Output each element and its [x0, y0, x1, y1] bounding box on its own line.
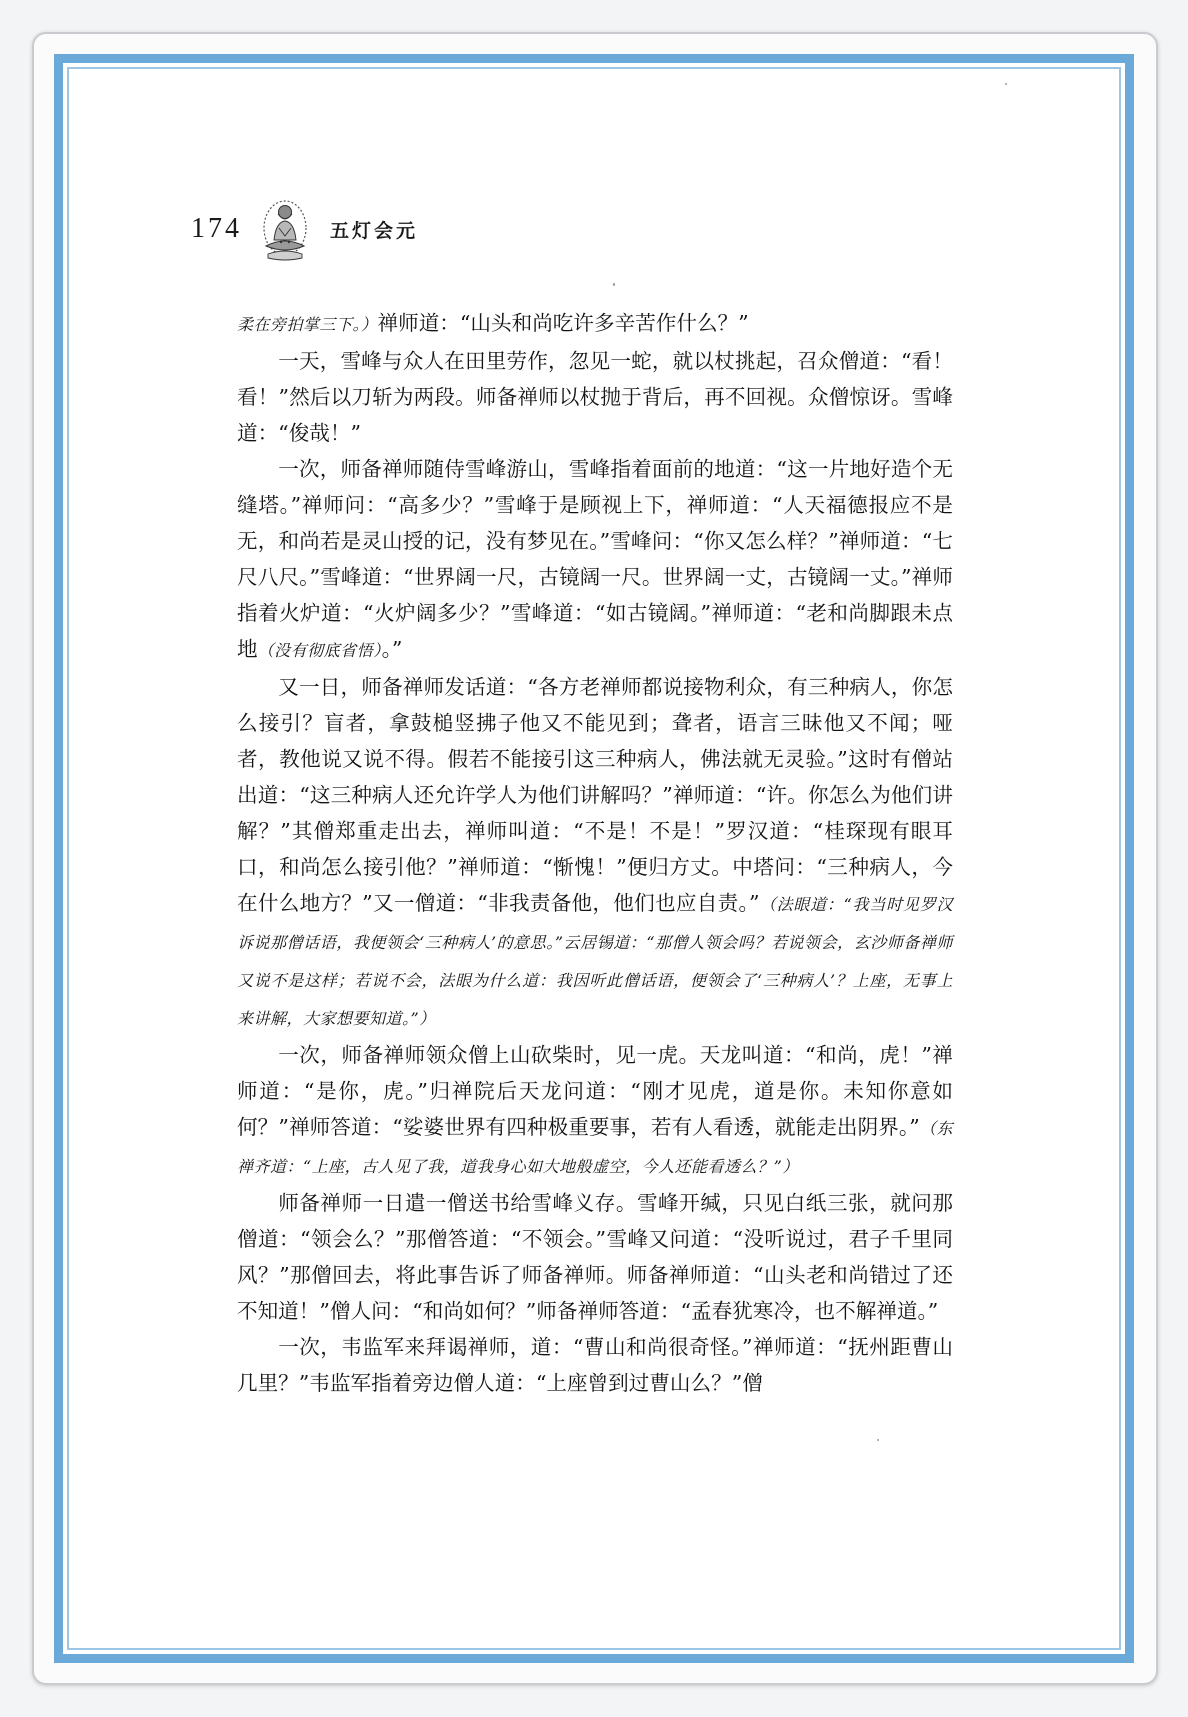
- paragraph: [237, 1329, 953, 1401]
- body-text: [237, 305, 953, 1401]
- commentary-note: 柔在旁拍掌三下。）: [237, 315, 378, 334]
- main-text: 一次，师备禅师随侍雪峰游山，雪峰指着面前的地道：“这一片地好造个无缝塔。”禅师问：“高多少？”雪峰于是顾视上下，禅师道：“人天福德报应不是无，和尚若是灵山授的记，没有梦见在。”雪峰问：“你又怎么样？”禅师道：“七尺八尺。”雪峰道：“世界阔一尺，古镜阔一尺。世界阔一丈，古镜阔一丈。”禅师指着火炉道：“火炉阔多少？”雪峰道：“如古镜阔。”禅师道：“老和尚脚跟未点地: [237, 457, 953, 661]
- paragraph: [237, 343, 953, 451]
- seated-buddha-icon: [256, 194, 314, 264]
- main-text: 禅师道：“山头和尚吃许多辛苦作什么？”: [377, 311, 749, 335]
- page-frame: [54, 54, 1134, 1663]
- book-page: [63, 63, 1125, 1654]
- page-number: 174: [191, 213, 242, 244]
- paragraph: [237, 451, 953, 669]
- scan-speck: [877, 1439, 879, 1441]
- book-title: 五灯会元: [330, 219, 419, 242]
- paragraph: [237, 669, 953, 1037]
- scan-speck: [613, 283, 615, 286]
- paragraph: [237, 305, 953, 343]
- commentary-note: （没有彻底省悟）: [257, 641, 382, 660]
- paragraph: [237, 1037, 953, 1185]
- commentary-note: （东禅齐道：“上座，古人见了我，道我身心如大地般虚空，今人还能看透么？”）: [237, 1119, 953, 1176]
- main-text: 师备禅师一日遣一僧送书给雪峰义存。雪峰开缄，只见白纸三张，就问那僧道：“领会么？”那僧答道：“不领会。”雪峰又问道：“没听说过，君子千里同风？”那僧回去，将此事告诉了师备禅师。师备禅师道：“山头老和尚错过了还不知道！”僧人问：“和尚如何？”师备禅师答道：“孟春犹寒冷，也不解禅道。”: [237, 1191, 953, 1323]
- scan-speck: [1005, 83, 1007, 85]
- main-text: 一次，师备禅师领众僧上山砍柴时，见一虎。天龙叫道：“和尚，虎！”禅师道：“是你，虎。”归禅院后天龙问道：“刚才见虎，道是你。未知你意如何？”禅师答道：“娑婆世界有四种极重要事，若有人看透，就能走出阴界。”: [237, 1043, 953, 1139]
- commentary-note: （法眼道：“我当时见罗汉诉说那僧话语，我便领会‘三种病人’的意思。”云居锡道：“那僧人领会吗？若说领会，玄沙师备禅师又说不是这样；若说不会，法眼为什么道：我因听此僧话语，便领会了‘三种病人’？上座，无事上来讲解，大家想要知道。”）: [237, 895, 953, 1028]
- running-header: [191, 189, 418, 269]
- main-text: 。”: [381, 637, 403, 661]
- main-text: 又一日，师备禅师发话道：“各方老禅师都说接物利众，有三种病人，你怎么接引？盲者，拿鼓槌竖拂子他又不能见到；聋者，语言三昧他又不闻；哑者，教他说又说不得。假若不能接引这三种病人，佛法就无灵验。”这时有僧站出道：“这三种病人还允许学人为他们讲解吗？”禅师道：“许。你怎么为他们讲解？”其僧郑重走出去，禅师叫道：“不是！不是！”罗汉道：“桂琛现有眼耳口，和尚怎么接引他？”禅师道：“惭愧！”便归方丈。中塔问：“三种病人，今在什么地方？”又一僧道：“非我责备他，他们也应自责。”: [237, 675, 953, 915]
- main-text: 一天，雪峰与众人在田里劳作，忽见一蛇，就以杖挑起，召众僧道：“看！看！”然后以刀斩为两段。师备禅师以杖抛于背后，再不回视。众僧惊讶。雪峰道：“俊哉！”: [237, 349, 953, 445]
- main-text: 一次，韦监军来拜谒禅师，道：“曹山和尚很奇怪。”禅师道：“抚州距曹山几里？”韦监军指着旁边僧人道：“上座曾到过曹山么？”僧: [237, 1335, 953, 1395]
- paragraph: [237, 1185, 953, 1329]
